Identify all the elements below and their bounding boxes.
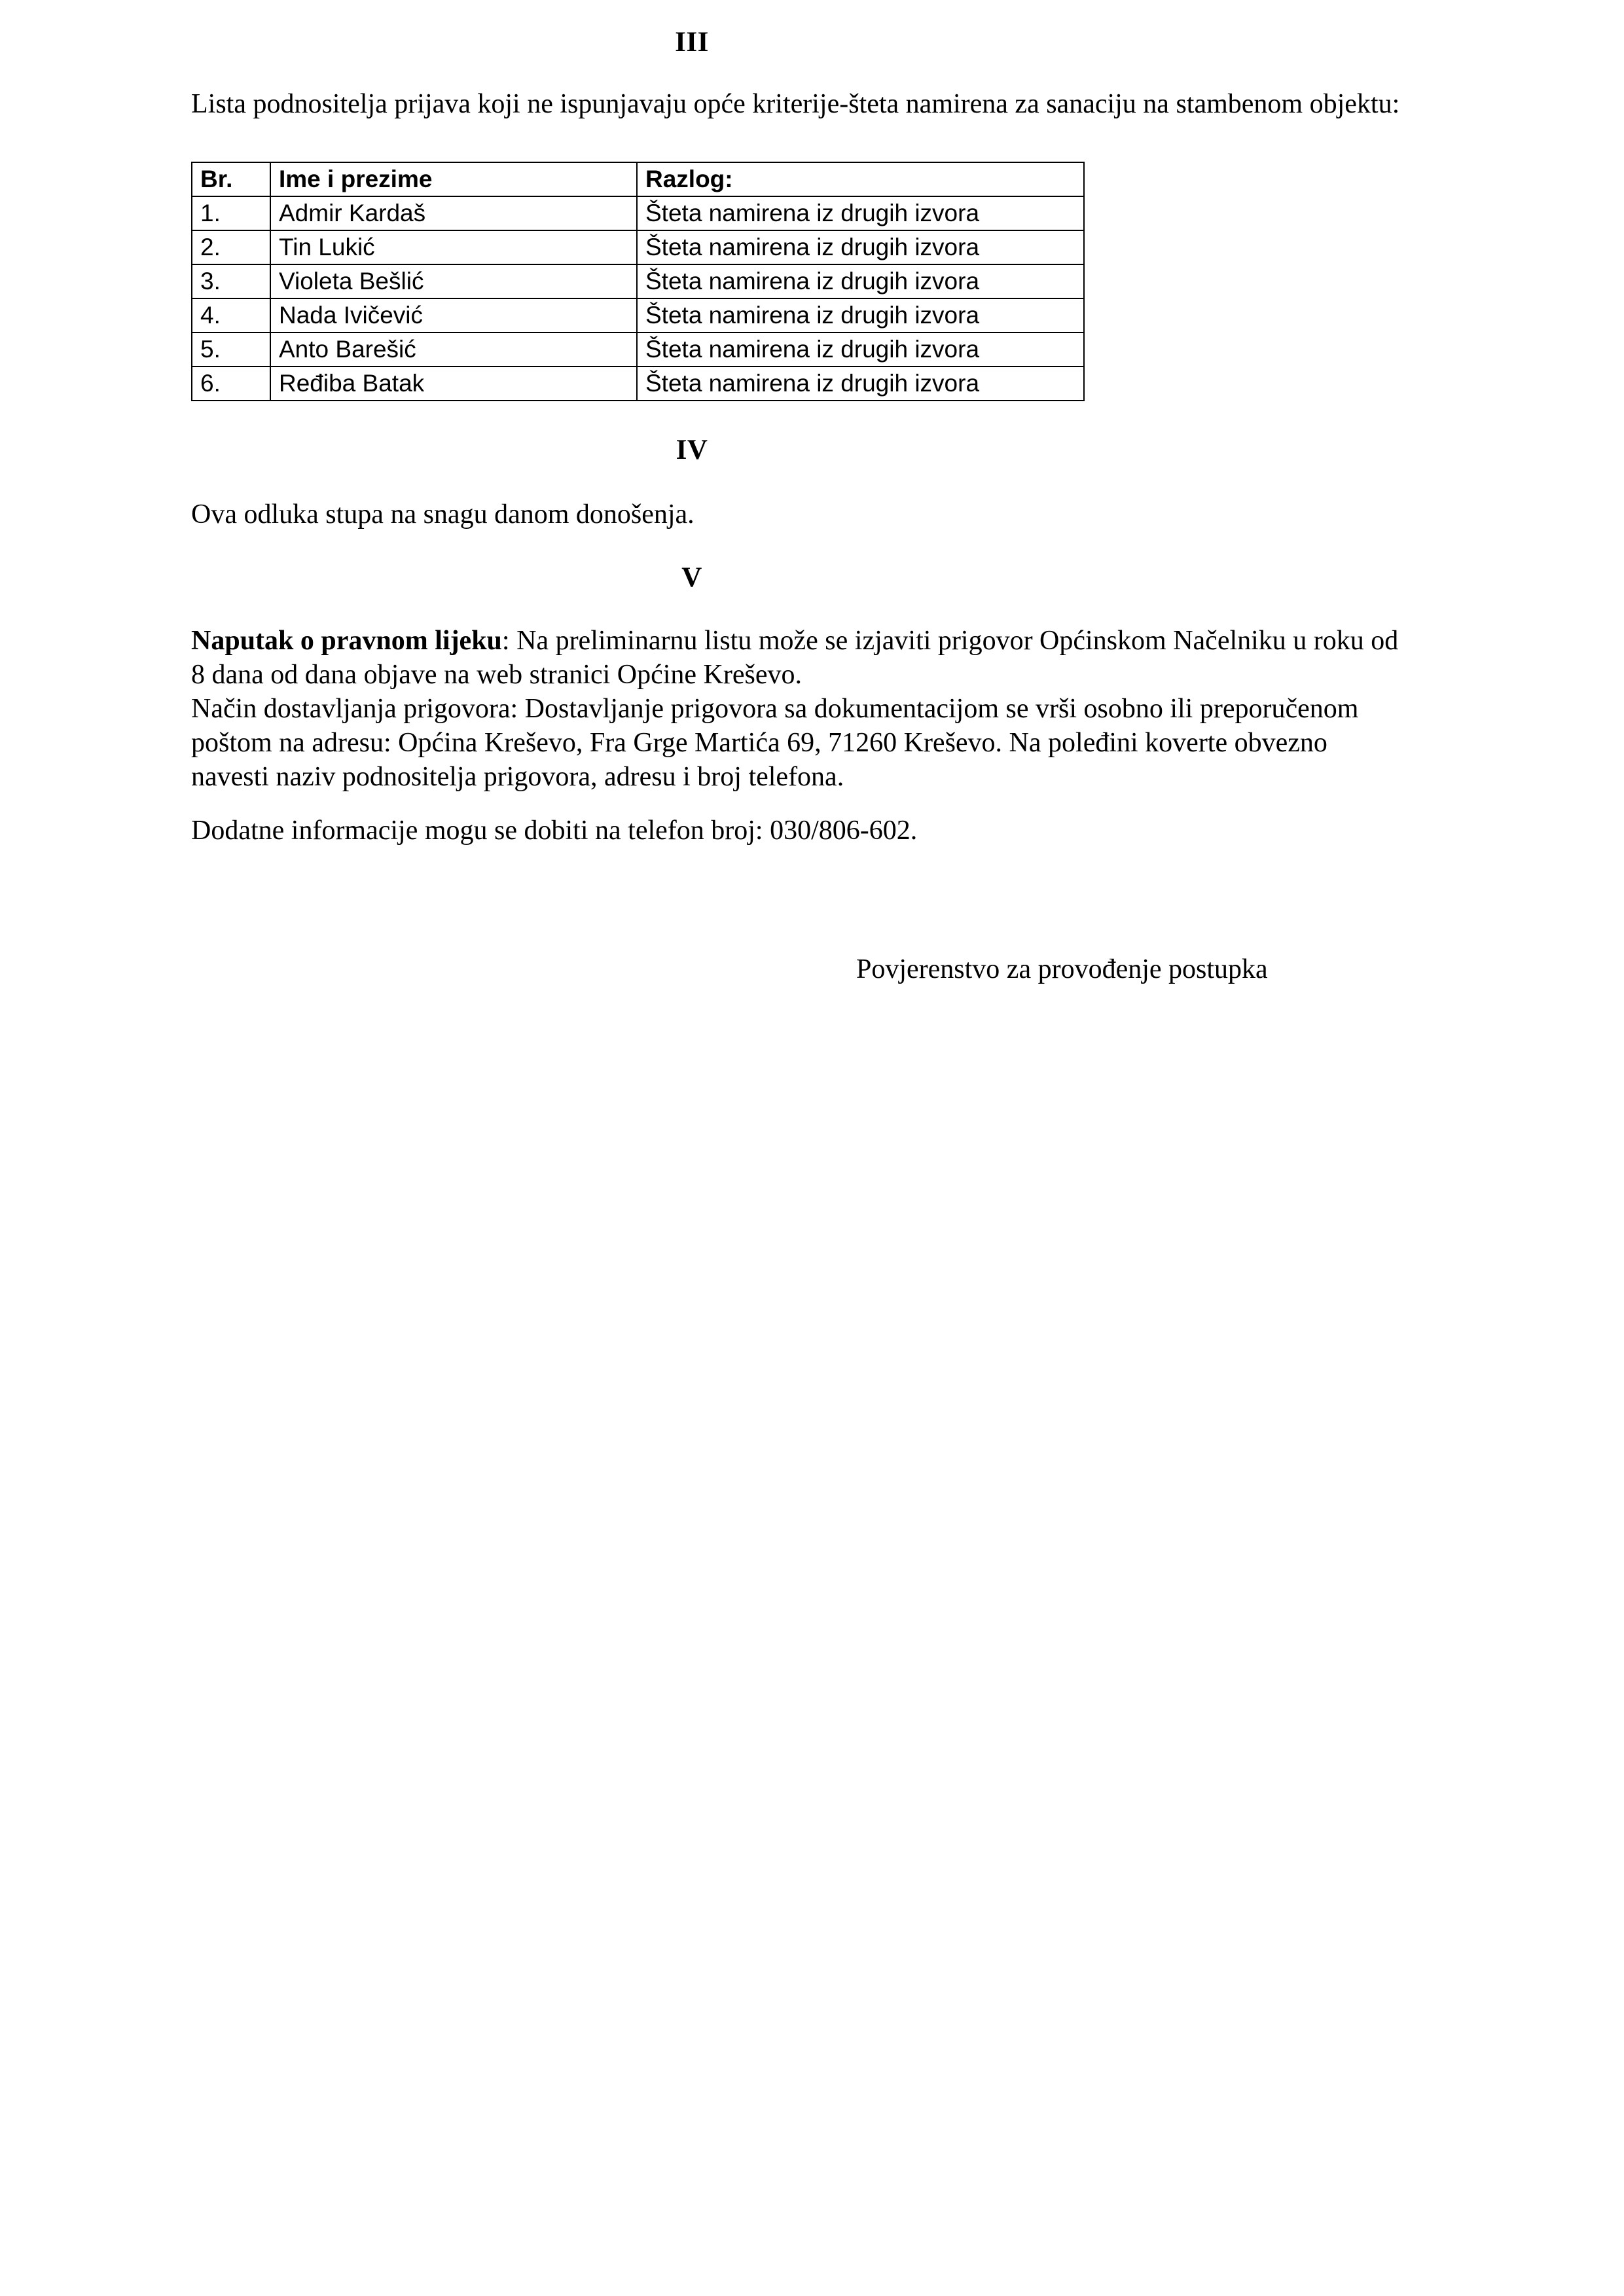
table-header-razlog: Razlog: xyxy=(637,162,1084,196)
table-row xyxy=(192,230,1084,264)
table-header-row xyxy=(192,162,1084,196)
cell-br: 4. xyxy=(192,298,270,332)
table-row xyxy=(192,264,1084,298)
cell-razlog: Šteta namirena iz drugih izvora xyxy=(637,367,1084,401)
legal-remedy-paragraph xyxy=(191,624,1405,692)
section-iv-paragraph: Ova odluka stupa na snagu danom donošenja. xyxy=(191,499,695,530)
table-row xyxy=(192,367,1084,401)
cell-razlog: Šteta namirena iz drugih izvora xyxy=(637,196,1084,230)
section-heading-iii: III xyxy=(675,27,709,58)
signature-line: Povjerenstvo za provođenje postupka xyxy=(856,954,1268,985)
legal-remedy-text: : Na preliminarnu listu može se izjaviti prigovor Općinskom Načelniku u roku od 8 dana od dana objave na web stranici Općine Kreševo. xyxy=(191,626,1399,691)
cell-br: 2. xyxy=(192,230,270,264)
cell-ime: Violeta Bešlić xyxy=(270,264,637,298)
cell-razlog: Šteta namirena iz drugih izvora xyxy=(637,230,1084,264)
cell-ime: Admir Kardaš xyxy=(270,196,637,230)
additional-info-paragraph: Dodatne informacije mogu se dobiti na telefon broj: 030/806-602. xyxy=(191,816,918,846)
cell-razlog: Šteta namirena iz drugih izvora xyxy=(637,264,1084,298)
table-row xyxy=(192,332,1084,367)
cell-razlog: Šteta namirena iz drugih izvora xyxy=(637,298,1084,332)
table-row xyxy=(192,196,1084,230)
cell-br: 5. xyxy=(192,332,270,367)
signature-block xyxy=(191,952,1405,986)
cell-razlog: Šteta namirena iz drugih izvora xyxy=(637,332,1084,367)
cell-br: 6. xyxy=(192,367,270,401)
section-iii-intro-paragraph: Lista podnositelja prijava koji ne ispunjavaju opće kriterije-šteta namirena za sanaciju na stambenom objektu: xyxy=(191,89,1400,120)
cell-ime: Anto Barešić xyxy=(270,332,637,367)
delivery-method-paragraph: Način dostavljanja prigovora: Dostavljanje prigovora sa dokumentacijom se vrši osobno ili preporučenom poštom na adresu: Općina Kreševo, Fra Grge Martića 69, 71260 Kreševo. Na poleđini koverte obvezno navesti naziv podnositelja prigovora, adresu i broj telefona. xyxy=(191,694,1359,793)
legal-remedy-label: Naputak o pravnom lijeku xyxy=(191,626,502,656)
table-row xyxy=(192,298,1084,332)
table-header-ime-i-prezime: Ime i prezime xyxy=(270,162,637,196)
cell-ime: Nada Ivičević xyxy=(270,298,637,332)
cell-ime: Tin Lukić xyxy=(270,230,637,264)
cell-ime: Ređiba Batak xyxy=(270,367,637,401)
cell-br: 1. xyxy=(192,196,270,230)
cell-br: 3. xyxy=(192,264,270,298)
section-heading-iv: IV xyxy=(676,435,708,466)
document-content xyxy=(191,0,1405,986)
applicants-table xyxy=(191,162,1085,401)
section-heading-v: V xyxy=(681,562,702,594)
table-header-br: Br. xyxy=(192,162,270,196)
